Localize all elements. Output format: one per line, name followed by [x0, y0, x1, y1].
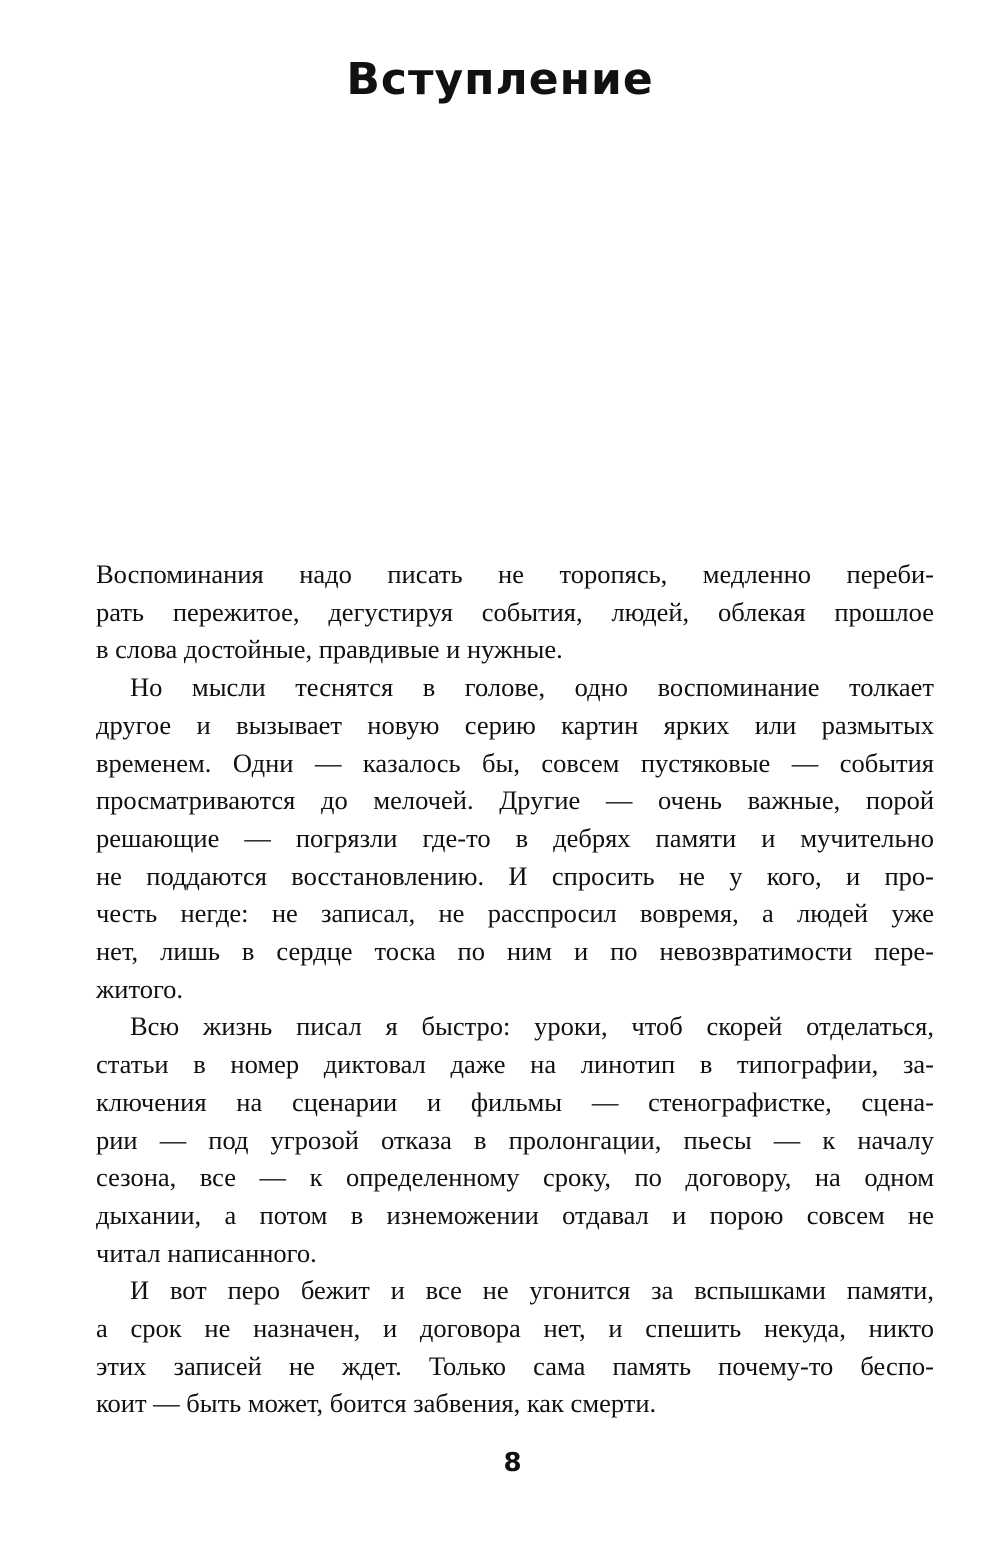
- text-line: в слова достойные, правдивые и нужные.: [96, 634, 563, 665]
- text-line: рии — под угрозой отказа в пролонгации, пьесы — к началу: [96, 1124, 934, 1155]
- text-line: статьи в номер диктовал даже на линотип в типографии, за-: [96, 1049, 934, 1080]
- text-line: ключения на сценарии и фильмы — стенографистке, сцена-: [96, 1086, 934, 1117]
- text-line: временем. Одни — казалось бы, совсем пустяковые — события: [96, 747, 934, 778]
- text-line: этих записей не ждет. Только сама память почему-то беспо-: [96, 1350, 934, 1381]
- paragraph: [96, 556, 934, 669]
- text-line: просматриваются до мелочей. Другие — очень важные, порой: [96, 785, 934, 816]
- text-line: рать пережитое, дегустируя события, людей, облекая прошлое: [96, 596, 934, 627]
- page-title: Вступление: [346, 54, 654, 105]
- text-line: решающие — погрязли где-то в дебрях памяти и мучительно: [96, 822, 934, 853]
- paragraph: [96, 1008, 934, 1272]
- text-line: а срок не назначен, и договора нет, и спешить некуда, никто: [96, 1313, 934, 1344]
- text-line: И вот перо бежит и все не угонится за вспышками памяти,: [130, 1275, 934, 1306]
- text-line: сезона, все — к определенному сроку, по договору, на одном: [96, 1162, 934, 1193]
- text-line: Всю жизнь писал я быстро: уроки, чтоб скорей отделаться,: [130, 1011, 934, 1042]
- paragraph: [96, 669, 934, 1008]
- body-text: [96, 556, 934, 1423]
- text-line: другое и вызывает новую серию картин ярких или размытых: [96, 709, 934, 740]
- text-line: Воспоминания надо писать не торопясь, медленно переби-: [96, 559, 934, 589]
- text-line: Но мысли теснятся в голове, одно воспоминание толкает: [130, 672, 934, 703]
- text-line: коит — быть может, боится забвения, как смерти.: [96, 1388, 657, 1419]
- page-number: 8: [503, 1448, 522, 1478]
- paragraph: [96, 1272, 934, 1423]
- text-line: читал написанного.: [96, 1237, 317, 1268]
- text-line: не поддаются восстановлению. И спросить не у кого, и про-: [96, 860, 934, 891]
- text-line: житого.: [96, 973, 184, 1004]
- text-line: нет, лишь в сердце тоска по ним и по невозвратимости пере-: [96, 936, 934, 967]
- text-line: честь негде: не записал, не расспросил вовремя, а людей уже: [96, 898, 934, 929]
- text-line: дыхании, а потом в изнеможении отдавал и порою совсем не: [96, 1199, 934, 1230]
